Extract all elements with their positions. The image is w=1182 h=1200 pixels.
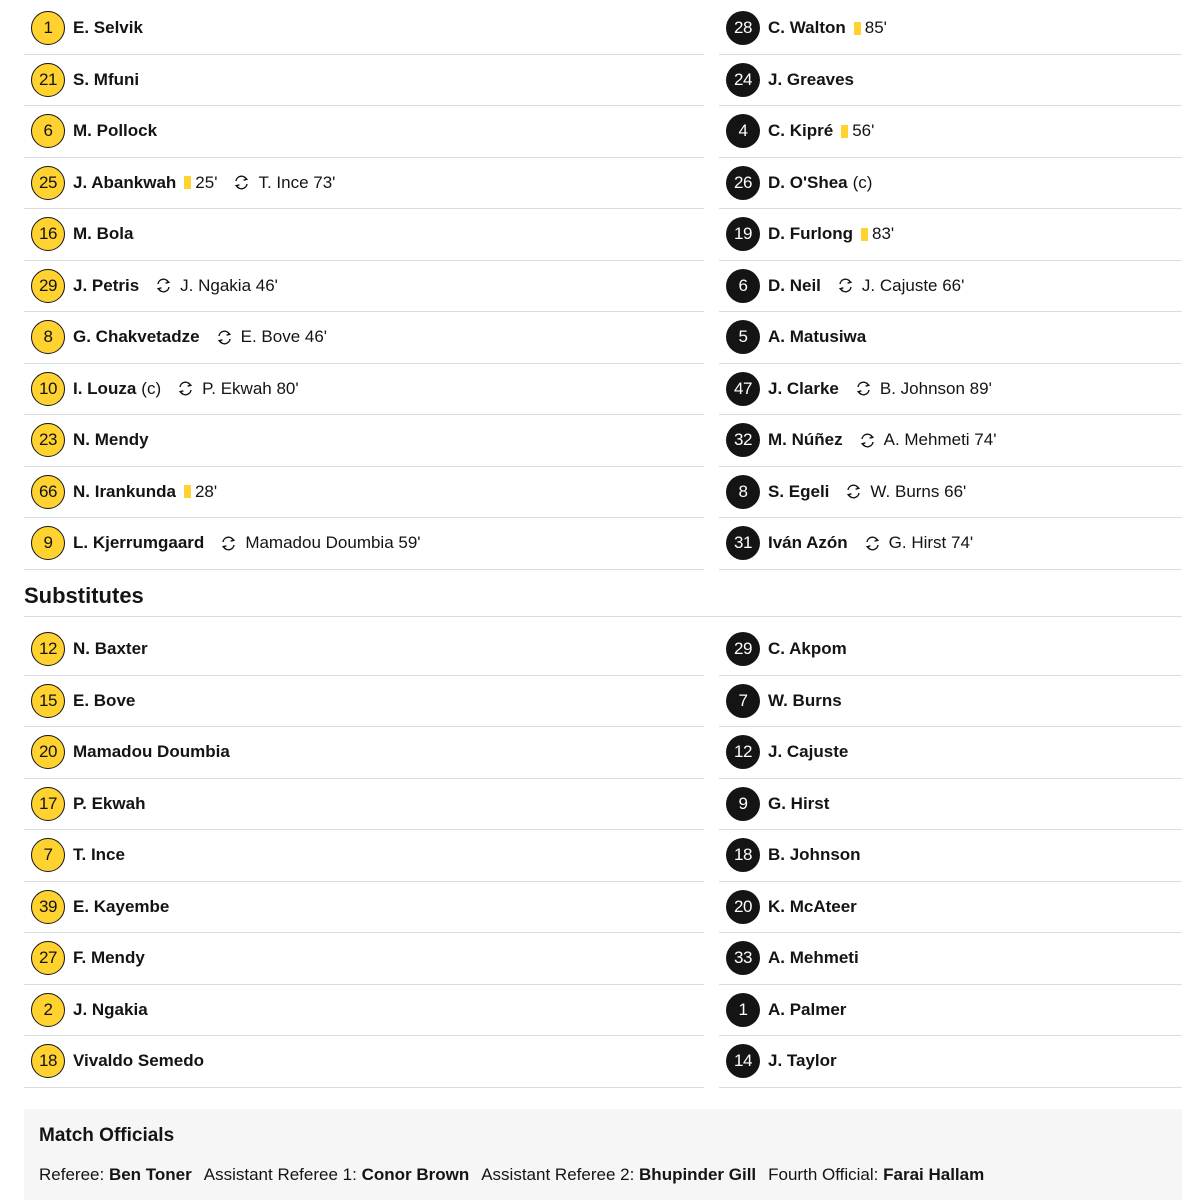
player-row[interactable] bbox=[24, 1036, 704, 1088]
official-role: Referee: bbox=[39, 1165, 105, 1184]
player-row[interactable] bbox=[719, 55, 1182, 107]
shirt-number-badge: 18 bbox=[31, 1044, 65, 1078]
player-name[interactable]: A. Matusiwa bbox=[768, 327, 867, 347]
captain-marker: (c) bbox=[141, 378, 162, 398]
booking-minute: 85' bbox=[864, 18, 887, 38]
official-role: Assistant Referee 2: bbox=[481, 1165, 635, 1184]
player-name[interactable]: D. O'Shea bbox=[768, 172, 848, 192]
booking-minute: 83' bbox=[871, 224, 895, 244]
substitution bbox=[233, 173, 335, 193]
shirt-number-badge: 26 bbox=[726, 166, 760, 200]
player-name[interactable]: M. Bola bbox=[73, 224, 134, 244]
player-row[interactable] bbox=[719, 467, 1182, 519]
substitution-icon bbox=[233, 175, 250, 190]
shirt-number-badge: 10 bbox=[31, 372, 65, 406]
player-name[interactable]: F. Mendy bbox=[73, 948, 145, 968]
player-name[interactable]: S. Egeli bbox=[768, 481, 830, 501]
shirt-number-badge: 31 bbox=[726, 526, 760, 560]
player-name[interactable]: S. Mfuni bbox=[73, 69, 140, 89]
player-row[interactable] bbox=[24, 3, 704, 55]
substitution-player[interactable]: J. Ngakia 46' bbox=[180, 275, 278, 295]
player-name[interactable]: P. Ekwah bbox=[73, 793, 146, 813]
substitution-player[interactable]: B. Johnson 89' bbox=[879, 378, 992, 398]
player-name[interactable]: A. Mehmeti bbox=[768, 948, 859, 968]
player-name[interactable]: J. Greaves bbox=[768, 69, 855, 89]
substitution-player[interactable]: E. Bove 46' bbox=[240, 327, 328, 347]
player-row[interactable] bbox=[24, 882, 704, 934]
yellow-card-icon bbox=[184, 176, 191, 189]
shirt-number-badge: 20 bbox=[726, 890, 760, 924]
player-name[interactable]: T. Ince bbox=[73, 845, 125, 865]
player-name[interactable]: K. McAteer bbox=[768, 896, 857, 916]
player-row[interactable] bbox=[24, 727, 704, 779]
away-starting-lineup bbox=[719, 3, 1182, 570]
player-row[interactable] bbox=[24, 261, 704, 313]
player-name[interactable]: L. Kjerrumgaard bbox=[73, 533, 205, 553]
player-name[interactable]: D. Neil bbox=[768, 275, 821, 295]
player-name[interactable]: Iván Azón bbox=[768, 533, 848, 553]
substitution-icon bbox=[837, 278, 854, 293]
shirt-number-badge: 28 bbox=[726, 11, 760, 45]
player-name[interactable]: N. Irankunda bbox=[73, 481, 176, 501]
shirt-number-badge: 25 bbox=[31, 166, 65, 200]
player-name[interactable]: E. Kayembe bbox=[73, 896, 170, 916]
substitution-player[interactable]: W. Burns 66' bbox=[870, 481, 967, 501]
official-item bbox=[481, 1165, 756, 1184]
player-name[interactable]: M. Núñez bbox=[768, 430, 843, 450]
shirt-number-badge: 29 bbox=[726, 632, 760, 666]
yellow-card-icon bbox=[184, 485, 191, 498]
shirt-number-badge: 18 bbox=[726, 838, 760, 872]
player-row[interactable] bbox=[719, 3, 1182, 55]
captain-marker: (c) bbox=[852, 172, 873, 192]
shirt-number-badge: 1 bbox=[31, 11, 65, 45]
player-row[interactable] bbox=[24, 779, 704, 831]
substitution-icon bbox=[177, 381, 194, 396]
shirt-number-badge: 1 bbox=[726, 993, 760, 1027]
player-row[interactable] bbox=[719, 933, 1182, 985]
substitution-player[interactable]: J. Cajuste 66' bbox=[861, 275, 965, 295]
shirt-number-badge: 21 bbox=[31, 63, 65, 97]
shirt-number-badge: 24 bbox=[726, 63, 760, 97]
substitution bbox=[837, 276, 964, 296]
booking-minute: 56' bbox=[852, 121, 875, 141]
substitution-icon bbox=[845, 484, 862, 499]
shirt-number-badge: 9 bbox=[31, 526, 65, 560]
shirt-number-badge: 5 bbox=[726, 320, 760, 354]
shirt-number-badge: 12 bbox=[726, 735, 760, 769]
player-name[interactable]: N. Mendy bbox=[73, 430, 149, 450]
official-item bbox=[768, 1165, 984, 1184]
substitution bbox=[216, 327, 327, 347]
player-name[interactable]: J. Cajuste bbox=[768, 742, 849, 762]
shirt-number-badge: 39 bbox=[31, 890, 65, 924]
substitution bbox=[155, 276, 278, 296]
booking bbox=[184, 482, 217, 502]
player-row[interactable] bbox=[719, 261, 1182, 313]
shirt-number-badge: 6 bbox=[726, 269, 760, 303]
player-row[interactable] bbox=[719, 415, 1182, 467]
substitution-player[interactable]: Mamadou Doumbia 59' bbox=[245, 533, 421, 553]
official-name: Bhupinder Gill bbox=[639, 1165, 757, 1184]
player-row[interactable] bbox=[24, 415, 704, 467]
away-substitutes-list bbox=[719, 624, 1182, 1088]
player-row[interactable] bbox=[24, 933, 704, 985]
player-row[interactable] bbox=[719, 106, 1182, 158]
player-row[interactable] bbox=[24, 158, 704, 210]
player-row[interactable] bbox=[719, 779, 1182, 831]
substitution bbox=[177, 379, 299, 399]
yellow-card-icon bbox=[854, 22, 861, 35]
shirt-number-badge: 20 bbox=[31, 735, 65, 769]
player-name[interactable]: N. Baxter bbox=[73, 639, 148, 659]
shirt-number-badge: 66 bbox=[31, 475, 65, 509]
shirt-number-badge: 4 bbox=[726, 114, 760, 148]
player-row[interactable] bbox=[24, 467, 704, 519]
player-row[interactable] bbox=[24, 624, 704, 676]
player-name[interactable]: J. Abankwah bbox=[73, 172, 177, 192]
player-row[interactable] bbox=[719, 830, 1182, 882]
player-row[interactable] bbox=[24, 985, 704, 1037]
official-role: Fourth Official: bbox=[768, 1165, 879, 1184]
substitution-icon bbox=[859, 433, 876, 448]
player-row[interactable] bbox=[24, 364, 704, 416]
shirt-number-badge: 23 bbox=[31, 423, 65, 457]
substitution bbox=[220, 533, 420, 553]
player-name[interactable]: C. Kipré bbox=[768, 121, 834, 141]
player-row[interactable] bbox=[719, 624, 1182, 676]
player-row[interactable] bbox=[24, 312, 704, 364]
booking bbox=[861, 224, 894, 244]
player-row[interactable] bbox=[24, 518, 704, 570]
substitution-icon bbox=[216, 330, 233, 345]
player-row[interactable] bbox=[719, 727, 1182, 779]
player-name[interactable]: B. Johnson bbox=[768, 845, 861, 865]
player-name[interactable]: Mamadou Doumbia bbox=[73, 742, 230, 762]
official-name: Ben Toner bbox=[108, 1165, 192, 1184]
shirt-number-badge: 7 bbox=[31, 838, 65, 872]
shirt-number-badge: 32 bbox=[726, 423, 760, 457]
booking bbox=[854, 18, 887, 38]
player-row[interactable] bbox=[719, 158, 1182, 210]
player-name[interactable]: J. Ngakia bbox=[73, 999, 148, 1019]
substitution-icon bbox=[220, 536, 237, 551]
player-name[interactable]: C. Akpom bbox=[768, 639, 847, 659]
substitution-player[interactable]: A. Mehmeti 74' bbox=[883, 430, 997, 450]
player-row[interactable] bbox=[719, 312, 1182, 364]
yellow-card-icon bbox=[861, 228, 868, 241]
match-officials-title: Match Officials bbox=[39, 1125, 175, 1146]
shirt-number-badge: 33 bbox=[726, 941, 760, 975]
player-row[interactable] bbox=[24, 676, 704, 728]
yellow-card-icon bbox=[841, 125, 848, 138]
player-name[interactable]: W. Burns bbox=[768, 690, 842, 710]
shirt-number-badge: 17 bbox=[31, 787, 65, 821]
substitution-icon bbox=[155, 278, 172, 293]
substitution-player[interactable]: P. Ekwah 80' bbox=[202, 378, 299, 398]
official-name: Conor Brown bbox=[361, 1165, 470, 1184]
official-name: Farai Hallam bbox=[883, 1165, 985, 1184]
substitution-icon bbox=[855, 381, 872, 396]
player-row[interactable] bbox=[719, 985, 1182, 1037]
shirt-number-badge: 12 bbox=[31, 632, 65, 666]
home-starting-lineup bbox=[24, 3, 704, 570]
player-name[interactable]: Vivaldo Semedo bbox=[73, 1051, 205, 1071]
player-name[interactable]: M. Pollock bbox=[73, 121, 158, 141]
shirt-number-badge: 14 bbox=[726, 1044, 760, 1078]
shirt-number-badge: 29 bbox=[31, 269, 65, 303]
substitution bbox=[864, 533, 974, 553]
official-role: Assistant Referee 1: bbox=[203, 1165, 357, 1184]
player-name[interactable]: J. Petris bbox=[73, 275, 140, 295]
player-name[interactable]: E. Bove bbox=[73, 690, 136, 710]
player-row[interactable] bbox=[24, 209, 704, 261]
player-name[interactable]: D. Furlong bbox=[768, 224, 853, 244]
shirt-number-badge: 27 bbox=[31, 941, 65, 975]
player-name[interactable]: G. Chakvetadze bbox=[73, 327, 200, 347]
player-row[interactable] bbox=[719, 676, 1182, 728]
player-name[interactable]: J. Clarke bbox=[768, 378, 839, 398]
shirt-number-badge: 9 bbox=[726, 787, 760, 821]
shirt-number-badge: 47 bbox=[726, 372, 760, 406]
officials-list bbox=[39, 1165, 1167, 1185]
shirt-number-badge: 2 bbox=[31, 993, 65, 1027]
player-row[interactable] bbox=[24, 106, 704, 158]
substitution bbox=[855, 379, 992, 399]
official-item bbox=[204, 1165, 469, 1184]
substitution bbox=[845, 482, 966, 502]
match-officials-panel bbox=[24, 1109, 1182, 1200]
player-name[interactable]: G. Hirst bbox=[768, 793, 830, 813]
player-name[interactable]: A. Palmer bbox=[768, 999, 847, 1019]
substitutes-heading: Substitutes bbox=[24, 579, 1182, 617]
booking-minute: 25' bbox=[195, 172, 218, 192]
player-row[interactable] bbox=[719, 882, 1182, 934]
shirt-number-badge: 8 bbox=[31, 320, 65, 354]
booking bbox=[841, 121, 874, 141]
player-row[interactable] bbox=[24, 830, 704, 882]
shirt-number-badge: 7 bbox=[726, 684, 760, 718]
booking-minute: 28' bbox=[194, 481, 218, 501]
substitution-player[interactable]: G. Hirst 74' bbox=[888, 533, 974, 553]
shirt-number-badge: 16 bbox=[31, 217, 65, 251]
player-row[interactable] bbox=[719, 364, 1182, 416]
player-row[interactable] bbox=[719, 518, 1182, 570]
player-row[interactable] bbox=[719, 209, 1182, 261]
player-name[interactable]: J. Taylor bbox=[768, 1051, 837, 1071]
player-name[interactable]: E. Selvik bbox=[73, 18, 143, 38]
player-name[interactable]: I. Louza bbox=[73, 378, 137, 398]
player-name[interactable]: C. Walton bbox=[768, 18, 846, 38]
shirt-number-badge: 15 bbox=[31, 684, 65, 718]
substitution-player[interactable]: T. Ince 73' bbox=[258, 172, 336, 192]
shirt-number-badge: 19 bbox=[726, 217, 760, 251]
booking bbox=[184, 173, 217, 193]
shirt-number-badge: 6 bbox=[31, 114, 65, 148]
home-substitutes-list bbox=[24, 624, 704, 1088]
substitution bbox=[859, 430, 997, 450]
official-item bbox=[39, 1165, 192, 1184]
substitution-icon bbox=[864, 536, 881, 551]
player-row[interactable] bbox=[24, 55, 704, 107]
player-row[interactable] bbox=[719, 1036, 1182, 1088]
shirt-number-badge: 8 bbox=[726, 475, 760, 509]
